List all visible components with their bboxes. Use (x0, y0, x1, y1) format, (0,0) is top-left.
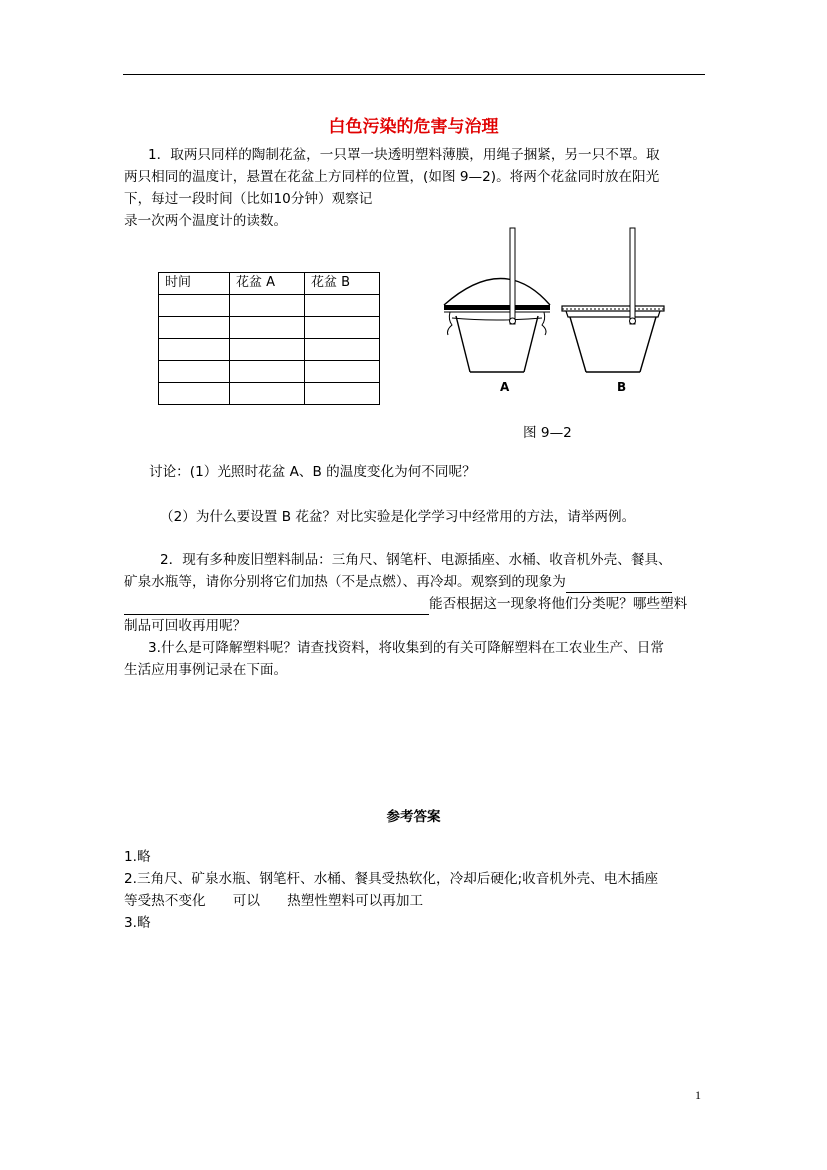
discussion-2: （2）为什么要设置 B 花盆？对比实验是化学学习中经常用的方法，请举两例。 (160, 509, 636, 525)
table-row (159, 339, 380, 361)
table-cell[interactable] (230, 383, 305, 405)
table-cell[interactable] (305, 383, 380, 405)
q1-line3: 下，每过一段时间（比如10分钟）观察记 (124, 191, 373, 207)
table-cell[interactable] (230, 295, 305, 317)
temperature-table (158, 272, 380, 405)
table-cell[interactable] (305, 317, 380, 339)
table-cell[interactable] (230, 317, 305, 339)
answers-title: 参考答案 (386, 809, 441, 825)
table-cell[interactable] (159, 317, 230, 339)
table-header-row (159, 273, 380, 295)
flowerpot-figure (438, 222, 668, 402)
q1-line1: 1．取两只同样的陶制花盆，一只罩一块透明塑料薄膜，用绳子捆紧，另一只不罩。取 (148, 147, 660, 163)
q1-line2: 两只相同的温度计，悬置在花盆上方同样的位置，(如图 9—2)。将两个花盆同时放在阳光 (124, 169, 660, 185)
table-cell[interactable] (230, 339, 305, 361)
table-cell[interactable] (230, 361, 305, 383)
table-row (159, 383, 380, 405)
q3-line1: 3.什么是可降解塑料呢？请查找资料，将收集到的有关可降解塑料在工农业生产、日常 (148, 640, 664, 656)
answer-3: 3.略 (124, 915, 151, 931)
table-row (159, 361, 380, 383)
header-pot-a: 花盆 A (230, 273, 305, 295)
figure-caption: 图 9—2 (523, 425, 572, 441)
table-cell[interactable] (159, 383, 230, 405)
q1-line4: 录一次两个温度计的读数。 (124, 213, 288, 229)
header-time: 时间 (159, 273, 230, 295)
q2-line3-text: 能否根据这一现象将他们分类呢？哪些塑料 (429, 596, 688, 612)
table-row (159, 317, 380, 339)
table-row (159, 295, 380, 317)
table-cell[interactable] (159, 339, 230, 361)
table-cell[interactable] (159, 361, 230, 383)
answer-1: 1.略 (124, 849, 151, 865)
q2-line4: 制品可回收再用呢？ (124, 618, 247, 634)
answer-2-line2: 等受热不变化 可以 热塑性塑料可以再加工 (124, 893, 424, 909)
pot-b-drawing (562, 228, 664, 372)
q2-line1: 2．现有多种废旧塑料制品：三角尺、钢笔杆、电源插座、水桶、收音机外壳、餐具、 (160, 552, 672, 568)
discussion-1: 讨论：(1）光照时花盆 A、B 的温度变化为何不同呢？ (149, 464, 476, 480)
table-cell[interactable] (305, 339, 380, 361)
table-cell[interactable] (305, 295, 380, 317)
header-pot-b: 花盆 B (305, 273, 380, 295)
answer-blank-1[interactable] (566, 574, 672, 593)
page-title: 白色污染的危害与治理 (328, 117, 499, 137)
table-cell[interactable] (159, 295, 230, 317)
table-cell[interactable] (305, 361, 380, 383)
header-rule (123, 74, 705, 75)
figure-label-b: B (617, 380, 627, 394)
page-number: 1 (695, 1088, 701, 1102)
answer-2-line1: 2.三角尺、矿泉水瓶、钢笔杆、水桶、餐具受热软化，冷却后硬化;收音机外壳、电木插座 (124, 871, 659, 887)
pot-a-drawing (444, 228, 550, 372)
q2-line3 (124, 593, 687, 615)
q2-line2-text: 矿泉水瓶等，请你分别将它们加热（不是点燃）、再冷却。观察到的现象为 (124, 574, 566, 590)
q3-line2: 生活应用事例记录在下面。 (124, 662, 288, 678)
answer-blank-2[interactable] (124, 596, 429, 615)
figure-label-a: A (500, 380, 510, 394)
q2-line2 (124, 571, 672, 593)
